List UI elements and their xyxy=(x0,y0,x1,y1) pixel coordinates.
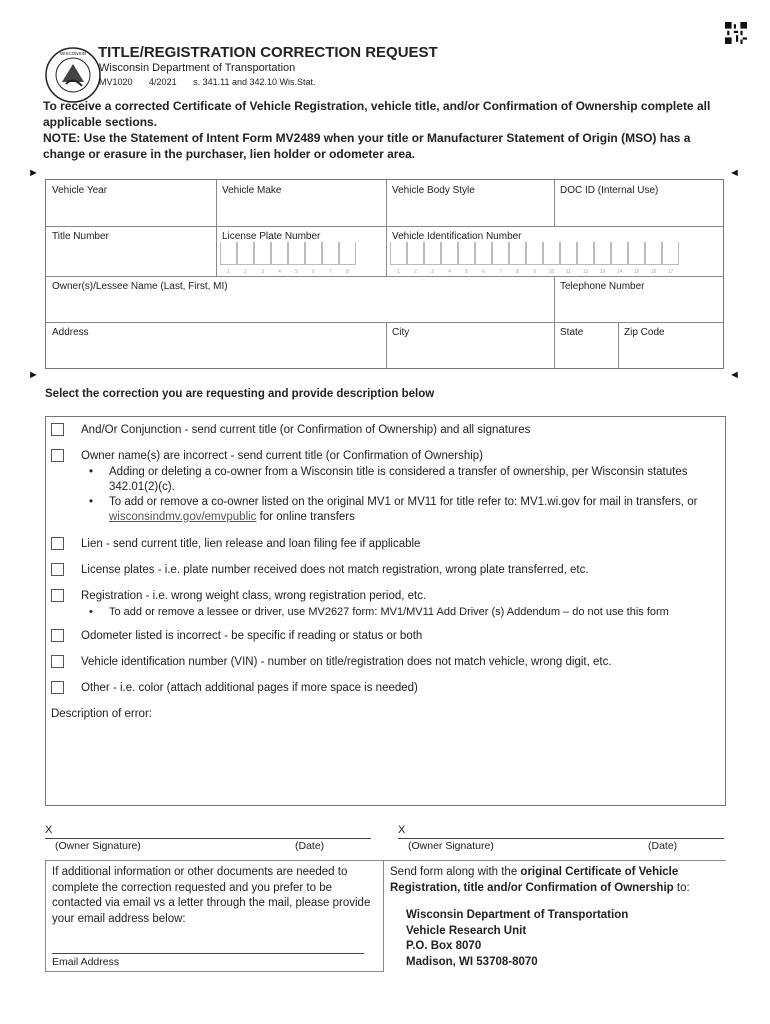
correction-options-box: And/Or Conjunction - send current title (or Confirmation of Ownership) and all signatures Owner name(s) are incorrect - send current title (or Confirmation of Ownership) • Adding or deleting a co-owner from a Wisconsin title is considered a transfer of ownership, per Wisconsin statutes 342.01(2)(c). • To add or remove a co-owner listed on the original MV1 or MV11 for title refer to: MV1.wi.gov for mail in transfers, or wisconsindmv.gov/emvpublic for online transfers Lien - send current title, lien release and loan filing fee if applicable License plates - i.e. plate number received does not match registration, wrong plate transferred, etc. Registration - i.e. wrong weight class, wrong registration period, etc. • To add or remove a lessee or driver, use MV2627 form: MV1/MV11 Add Driver (s) Addendum – do not use this form Odometer listed is incorrect - be specific if reading or status or both Vehicle identification number (VIN) - number on title/registration does not match vehicle, wrong digit, etc. Other - i.e. color (attach additional pages if more space is needed) Description of error: xyxy=(45,416,726,806)
mailing-address: Wisconsin Department of Transportation Vehicle Research Unit P.O. Box 8070 Madison, WI 53708-8070 xyxy=(406,909,629,968)
date-caption-1: (Date) xyxy=(295,840,325,852)
intro-note: NOTE: Use the Statement of Intent Form MV2489 when your title or Manufacturer Statement of Origin (MSO) has a change or erasure in the purchaser, lien holder or odometer area. xyxy=(43,131,691,161)
doc-id-field: DOC ID (Internal Use) xyxy=(560,185,659,196)
emvpublic-link[interactable]: wisconsindmv.gov/emvpublic xyxy=(109,511,257,523)
owner-signature-line-2[interactable]: X xyxy=(398,824,724,839)
city-field[interactable]: City xyxy=(392,327,410,338)
owner-signature-caption-1: (Owner Signature) xyxy=(55,840,141,852)
checkbox-license-plates[interactable] xyxy=(51,563,64,576)
checkbox-odometer[interactable] xyxy=(51,629,64,642)
description-of-error-field[interactable]: Description of error: xyxy=(51,708,152,720)
title-number-field[interactable]: Title Number xyxy=(52,231,109,242)
vehicle-body-style-field[interactable]: Vehicle Body Style xyxy=(392,185,475,196)
form-statute: s. 341.11 and 342.10 Wis.Stat. xyxy=(193,77,316,87)
checkbox-conjunction[interactable] xyxy=(51,423,64,436)
form-number: MV1020 xyxy=(99,77,133,87)
checkbox-other[interactable] xyxy=(51,681,64,694)
email-address-field[interactable]: Email Address xyxy=(52,956,120,968)
mailing-instructions-box xyxy=(384,860,726,972)
zip-code-field[interactable]: Zip Code xyxy=(624,327,665,338)
email-contact-box xyxy=(45,860,384,972)
form-revision: 4/2021 xyxy=(149,77,177,87)
owner-signature-caption-2: (Owner Signature) xyxy=(408,840,494,852)
vehicle-info-grid xyxy=(45,179,724,369)
vehicle-make-field[interactable]: Vehicle Make xyxy=(222,185,282,196)
department-name: Wisconsin Department of Transportation xyxy=(99,62,296,74)
qr-code xyxy=(725,22,747,44)
checkbox-lien[interactable] xyxy=(51,537,64,550)
date-caption-2: (Date) xyxy=(648,840,678,852)
plate-char-boxes[interactable]: 1 2 3 4 5 6 7 8 xyxy=(220,242,356,265)
section-marker-left-icon: ◄ xyxy=(729,167,740,179)
email-contact-text: If additional information or other documents are needed to complete the correction requested and you prefer to be contacted via email vs a letter through the mail, please provide your email address below: xyxy=(52,866,371,925)
vin-field[interactable]: Vehicle Identification Number xyxy=(392,231,522,242)
telephone-field[interactable]: Telephone Number xyxy=(560,281,645,292)
vin-char-boxes[interactable]: 1 2 3 4 5 6 7 8 9 10 11 12 13 14 15 16 17 xyxy=(390,242,679,265)
checkbox-owner-names[interactable] xyxy=(51,449,64,462)
intro-instructions xyxy=(43,98,733,162)
form-title: TITLE/REGISTRATION CORRECTION REQUEST xyxy=(98,44,438,61)
correction-section-title: Select the correction you are requesting and provide description below xyxy=(45,388,435,400)
wisdot-seal-logo xyxy=(44,46,102,104)
form-meta xyxy=(99,77,330,87)
bullet-co-owner-refer: • To add or remove a co-owner listed on the original MV1 or MV11 for title refer to: MV1.wi.gov for mail in transfers, or wisconsindmv.gov/emvpublic for online transfers xyxy=(81,495,721,525)
license-plate-field[interactable]: License Plate Number xyxy=(222,231,321,242)
checkbox-vin[interactable] xyxy=(51,655,64,668)
section-marker-left-icon: ◄ xyxy=(729,369,740,381)
intro-line1: To receive a corrected Certificate of Vehicle Registration, vehicle title, and/or Confirmation of Ownership complete all applicable sections. xyxy=(43,99,711,129)
vehicle-year-field[interactable]: Vehicle Year xyxy=(52,185,108,196)
state-field[interactable]: State xyxy=(560,327,584,338)
owner-name-field[interactable]: Owner(s)/Lessee Name (Last, First, MI) xyxy=(52,281,228,292)
address-field[interactable]: Address xyxy=(52,327,89,338)
owner-signature-line-1[interactable]: X xyxy=(45,824,371,839)
bullet-co-owner-transfer: • Adding or deleting a co-owner from a Wisconsin title is considered a transfer of ownership, per Wisconsin statutes 342.01(2)(c). xyxy=(81,465,721,495)
section-marker-right-icon: ► xyxy=(28,369,39,381)
mailing-instructions-text: Send form along with the original Certificate of Vehicle Registration, title and/or Confirmation of Ownership to: xyxy=(390,866,690,894)
section-marker-right-icon: ► xyxy=(28,167,39,179)
checkbox-registration[interactable] xyxy=(51,589,64,602)
svg-text:WISCONSIN: WISCONSIN xyxy=(59,51,87,56)
bullet-add-driver: • To add or remove a lessee or driver, use MV2627 form: MV1/MV11 Add Driver (s) Addendum – do not use this form xyxy=(81,605,721,620)
